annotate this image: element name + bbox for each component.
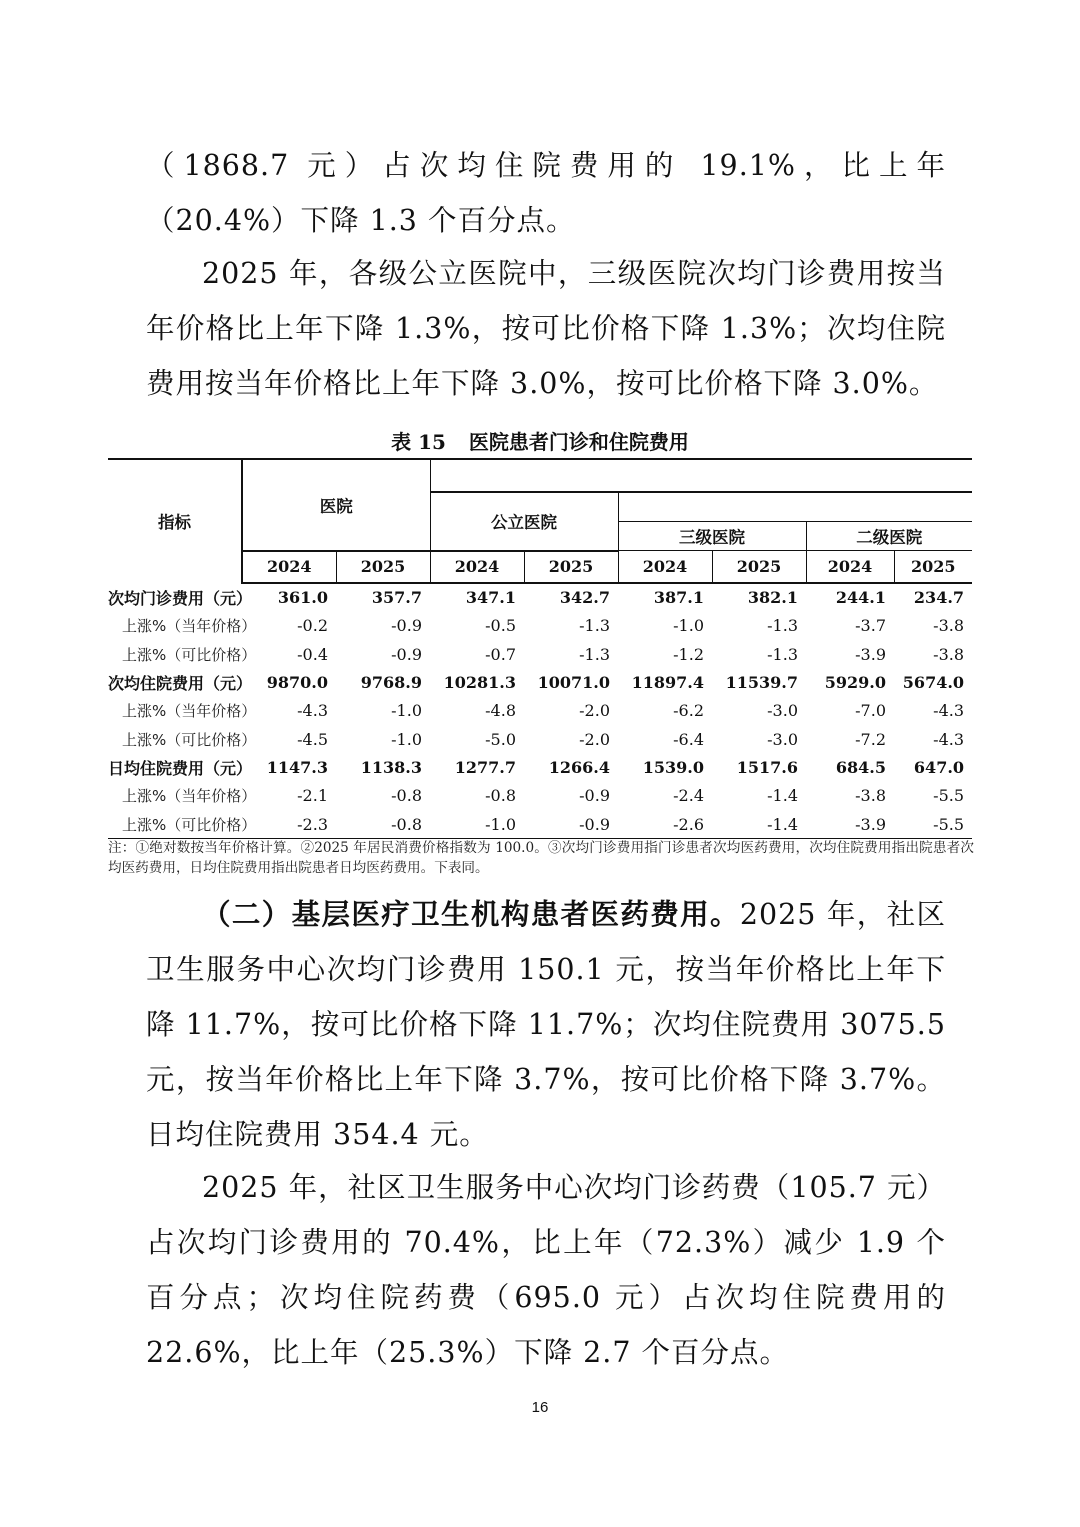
table-cell: -2.0	[579, 701, 610, 721]
table-cell: 347.1	[465, 588, 516, 608]
table-row	[108, 782, 972, 810]
row-label: 上涨%（可比价格）	[122, 645, 257, 664]
row-label: 上涨%（当年价格）	[122, 787, 257, 806]
hospital-fees-table	[108, 458, 972, 839]
section-heading: （二）基层医疗卫生机构患者医药费用。	[202, 897, 740, 931]
header-year: 2025	[524, 551, 618, 583]
table-cell: -0.8	[391, 786, 422, 806]
table-cell: -2.6	[618, 810, 712, 839]
table-row	[108, 612, 972, 640]
table-cell: -1.3	[579, 644, 610, 664]
header-top-spacer	[430, 459, 972, 492]
table-cell: 361.0	[277, 588, 328, 608]
table-cell: 10281.3	[443, 673, 516, 693]
table-cell: -4.3	[933, 729, 965, 749]
table-cell: 1277.7	[454, 757, 516, 777]
table-cell: -5.0	[485, 729, 516, 749]
table-cell: -6.4	[673, 729, 704, 749]
table-cell: -3.0	[767, 701, 798, 721]
page-number: 16	[531, 1399, 549, 1416]
row-label: 次均住院费用（元）	[108, 674, 253, 694]
table-title-text: 医院患者门诊和住院费用	[468, 430, 689, 454]
table-cell: -0.5	[485, 616, 516, 636]
paragraph-3-body: 2025 年，社区卫生服务中心次均门诊费用 150.1 元，按当年价格比上年下降 11.7%，按可比价格下降 11.7%；次均住院费用 3075.5 元，按当年价格比上年下降 3.7%，按可比价格下降 3.7%。日均住院费用 354.4 元。	[146, 898, 946, 1151]
table-cell: 1138.3	[360, 757, 422, 777]
row-label: 上涨%（当年价格）	[122, 617, 257, 636]
table-cell: -4.3	[297, 701, 328, 721]
table-cell: 234.7	[913, 588, 965, 608]
table-cell: 10071.0	[537, 673, 610, 693]
table-cell: -1.0	[391, 729, 422, 749]
table-cell: 1539.0	[642, 757, 704, 777]
table-cell: -2.1	[297, 786, 328, 806]
header-year: 2025	[336, 551, 430, 583]
table-cell: -3.9	[806, 810, 894, 839]
table-cell: -3.8	[933, 616, 965, 636]
table-cell: -6.2	[673, 701, 704, 721]
table-cell: 5929.0	[824, 673, 886, 693]
table-cell: -2.0	[579, 729, 610, 749]
table-cell: -4.8	[485, 701, 516, 721]
table-cell: 1147.3	[266, 757, 328, 777]
row-label: 上涨%（可比价格）	[122, 730, 257, 749]
paragraph-4: 2025 年，社区卫生服务中心次均门诊药费（105.7 元）占次均门诊费用的 70.4%，比上年（72.3%）减少 1.9 个百分点；次均住院药费（695.0 元）占次均住院费用的 22.6%，比上年（25.3%）下降 2.7 个百分点。	[146, 1171, 946, 1369]
table-row	[108, 583, 972, 612]
header-secondary: 二级医院	[806, 522, 972, 551]
header-mid-spacer	[618, 492, 972, 522]
table-cell: -1.3	[579, 616, 610, 636]
table-cell: -1.2	[673, 644, 704, 664]
table-cell: -3.0	[767, 729, 798, 749]
row-label: 日均住院费用（元）	[108, 758, 253, 778]
row-label: 上涨%（可比价格）	[108, 810, 242, 839]
table-cell: 9768.9	[360, 673, 422, 693]
table-cell: -0.2	[297, 616, 328, 636]
paragraph-1: （1868.7 元）占次均住院费用的 19.1%，比上年（20.4%）下降 1.3 个百分点。	[146, 149, 946, 237]
table-cell: -1.4	[767, 786, 798, 806]
table-cell: -3.7	[855, 616, 886, 636]
paragraph-2: 2025 年，各级公立医院中，三级医院次均门诊费用按当年价格比上年下降 1.3%，按可比价格下降 1.3%；次均住院费用按当年价格比上年下降 3.0%，按可比价格下降 3.0%。	[146, 257, 946, 400]
header-year: 2025	[712, 551, 806, 583]
table-cell: -3.9	[855, 644, 886, 664]
table-cell: -1.3	[767, 644, 798, 664]
table-cell: -0.8	[485, 786, 516, 806]
header-public-hospital: 公立医院	[430, 492, 618, 551]
table-cell: 382.1	[747, 588, 798, 608]
header-year: 2024	[430, 551, 524, 583]
table-row	[108, 725, 972, 753]
table-cell: -5.5	[894, 810, 972, 839]
table-cell: -1.0	[673, 616, 704, 636]
header-year: 2024	[806, 551, 894, 583]
table-cell: 9870.0	[266, 673, 328, 693]
table-cell: 11897.4	[631, 673, 704, 693]
table-cell: -1.0	[391, 701, 422, 721]
header-tertiary: 三级医院	[618, 522, 806, 551]
table-cell: -0.7	[485, 644, 516, 664]
table-cell: -1.3	[767, 616, 798, 636]
table-cell: -5.5	[933, 786, 965, 806]
table-cell: -0.9	[524, 810, 618, 839]
table-cell: -0.9	[391, 644, 422, 664]
table-cell: -4.3	[933, 701, 965, 721]
table-cell: 647.0	[913, 757, 965, 777]
table-cell: 684.5	[835, 757, 886, 777]
table-cell: 1266.4	[548, 757, 610, 777]
header-year: 2024	[618, 551, 712, 583]
table-row	[108, 810, 972, 839]
header-year: 2024	[242, 551, 336, 583]
table-cell: 387.1	[653, 588, 704, 608]
table-cell: -1.0	[430, 810, 524, 839]
paragraph-3	[146, 887, 946, 1162]
header-hospital: 医院	[242, 459, 430, 551]
table-row	[108, 753, 972, 781]
table-cell: -3.8	[855, 786, 886, 806]
table-row	[108, 668, 972, 696]
table-cell: -0.4	[297, 644, 328, 664]
table-cell: -4.5	[297, 729, 328, 749]
table-title	[0, 426, 1080, 455]
table-cell: 357.7	[371, 588, 422, 608]
table-cell: 342.7	[559, 588, 610, 608]
row-label: 上涨%（当年价格）	[122, 702, 257, 721]
table-cell: -7.2	[855, 729, 886, 749]
table-cell: -0.8	[336, 810, 430, 839]
table-number: 表 15	[391, 430, 446, 454]
table-cell: -1.4	[712, 810, 806, 839]
table-cell: -2.3	[242, 810, 336, 839]
table-cell: -3.8	[933, 644, 965, 664]
table-cell: 11539.7	[725, 673, 798, 693]
table-cell: 1517.6	[736, 757, 798, 777]
header-year: 2025	[894, 551, 972, 583]
table-row	[108, 697, 972, 725]
table-note: 注：①绝对数按当年价格计算。②2025 年居民消费价格指数为 100.0。③次均门诊费用指门诊患者次均医药费用，次均住院费用指出院患者次均医药费用，日均住院费用指出院患者日均医药费用。下表同。	[108, 840, 974, 876]
table-cell: -0.9	[391, 616, 422, 636]
table-row	[108, 640, 972, 668]
table-cell: -2.4	[673, 786, 704, 806]
table-cell: -0.9	[579, 786, 610, 806]
row-label: 次均门诊费用（元）	[108, 588, 253, 608]
table-cell: 5674.0	[902, 673, 965, 693]
table-cell: 244.1	[835, 588, 886, 608]
header-indicator: 指标	[108, 459, 242, 583]
table-cell: -7.0	[855, 701, 886, 721]
